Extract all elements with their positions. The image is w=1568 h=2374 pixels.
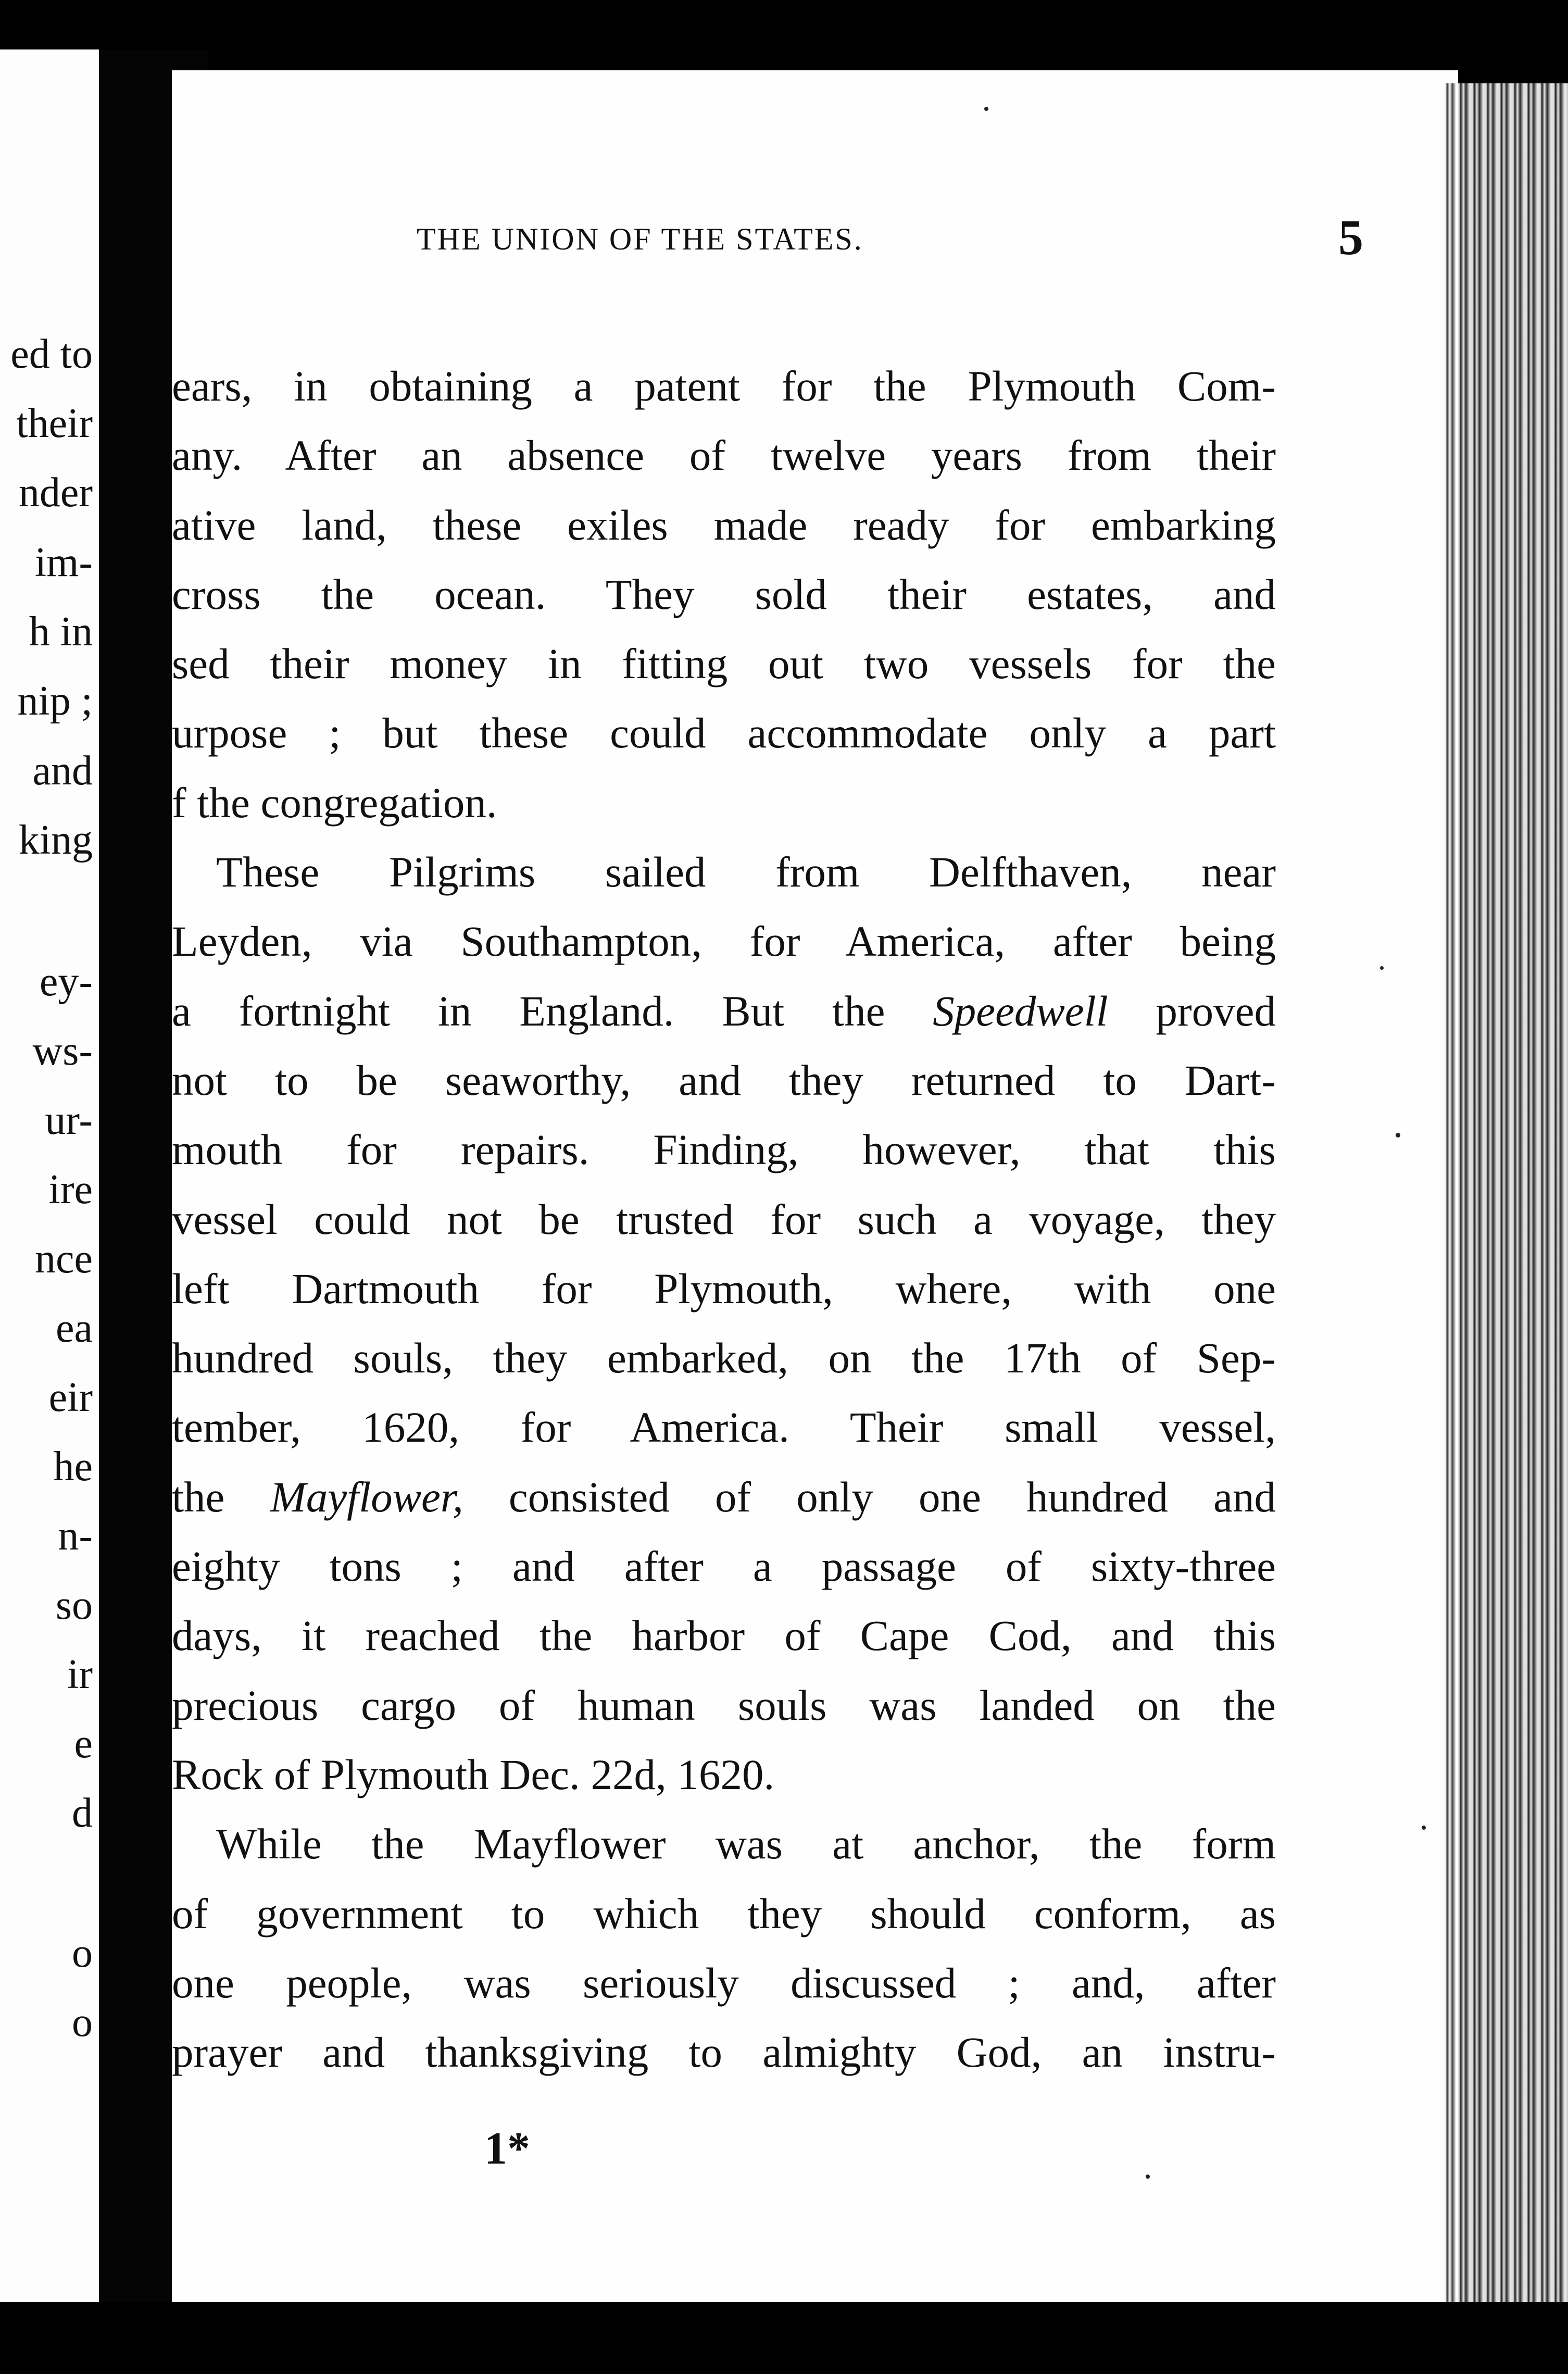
facing-line: ey- bbox=[39, 959, 93, 1005]
speck bbox=[1380, 966, 1384, 970]
text-line: hundred souls, they embarked, on the 17th of Sep- bbox=[172, 1334, 1276, 1382]
facing-line: ir bbox=[67, 1652, 93, 1697]
text-line: cross the ocean. They sold their estates, and bbox=[172, 570, 1276, 618]
speck bbox=[1422, 1826, 1426, 1830]
text-line: precious cargo of human souls was landed on the bbox=[172, 1681, 1276, 1729]
bottom-border bbox=[0, 2302, 1568, 2374]
facing-line: their bbox=[16, 401, 93, 446]
facing-line: ws- bbox=[32, 1028, 93, 1074]
text-line: one people, was seriously discussed ; and, after bbox=[172, 1958, 1276, 2007]
facing-line: he bbox=[53, 1444, 93, 1490]
facing-line: ea bbox=[55, 1305, 93, 1351]
text-line: urpose ; but these could accommodate only a part bbox=[172, 709, 1276, 757]
facing-line: o bbox=[72, 2000, 93, 2045]
facing-line: so bbox=[55, 1582, 93, 1628]
facing-line: e bbox=[74, 1721, 93, 1767]
facing-line: n- bbox=[58, 1513, 93, 1559]
speck bbox=[984, 107, 988, 111]
text-line: prayer and thanksgiving to almighty God, an instru- bbox=[172, 2028, 1276, 2077]
text-line: tember, 1620, for America. Their small vessel, bbox=[172, 1403, 1276, 1452]
page-inner-shadow bbox=[156, 70, 172, 2310]
text-line: any. After an absence of twelve years from their bbox=[172, 431, 1276, 480]
text-line: ears, in obtaining a patent for the Plymouth Com- bbox=[172, 362, 1276, 410]
page-edge-texture bbox=[1442, 83, 1568, 2313]
facing-line: o bbox=[72, 1930, 93, 1976]
facing-line: king bbox=[18, 817, 93, 863]
facing-line: and bbox=[32, 748, 93, 794]
top-border bbox=[0, 0, 1568, 70]
facing-line: ire bbox=[48, 1167, 93, 1213]
text-line: mouth for repairs. Finding, however, that this bbox=[172, 1126, 1276, 1174]
facing-line: ed to bbox=[10, 331, 93, 377]
text-line: vessel could not be trusted for such a voyage, they bbox=[172, 1195, 1276, 1243]
facing-line: nder bbox=[18, 470, 93, 516]
text-line: f the congregation. bbox=[172, 778, 497, 827]
text-line: a fortnight in England. But the Speedwell proved bbox=[172, 986, 1276, 1035]
body-text bbox=[172, 352, 1276, 2087]
text-line: While the Mayflower was at anchor, the form bbox=[216, 1820, 1276, 1868]
text-line: not to be seaworthy, and they returned to Dart- bbox=[172, 1056, 1276, 1104]
facing-line: nce bbox=[34, 1236, 93, 1282]
facing-page-fragment bbox=[0, 49, 99, 2305]
signature-mark: 1* bbox=[484, 2123, 530, 2174]
book-page bbox=[156, 70, 1458, 2310]
text-line: days, it reached the harbor of Cape Cod, and this bbox=[172, 1611, 1276, 1660]
facing-line: im- bbox=[34, 540, 93, 585]
text-line: left Dartmouth for Plymouth, where, with one bbox=[172, 1264, 1276, 1313]
text-line: of government to which they should conform, as bbox=[172, 1889, 1276, 1938]
speck bbox=[1146, 2175, 1150, 2179]
facing-line: d bbox=[72, 1790, 93, 1836]
running-title: THE UNION OF THE STATES. bbox=[417, 222, 863, 256]
facing-line: eir bbox=[48, 1375, 93, 1420]
text-line: eighty tons ; and after a passage of sixty-three bbox=[172, 1542, 1276, 1591]
speck bbox=[1396, 1133, 1400, 1138]
text-line: sed their money in fitting out two vessels for the bbox=[172, 640, 1276, 688]
page-number: 5 bbox=[1338, 209, 1363, 265]
text-line: Leyden, via Southampton, for America, after being bbox=[172, 917, 1276, 966]
text-line: the Mayflower, consisted of only one hundred and bbox=[172, 1472, 1276, 1521]
facing-line: ur- bbox=[45, 1097, 93, 1143]
facing-line: h in bbox=[29, 609, 93, 655]
text-line: These Pilgrims sailed from Delfthaven, near bbox=[216, 848, 1276, 896]
facing-line: nip ; bbox=[17, 678, 93, 724]
text-line: Rock of Plymouth Dec. 22d, 1620. bbox=[172, 1750, 775, 1798]
text-line: ative land, these exiles made ready for embarking bbox=[172, 501, 1276, 549]
